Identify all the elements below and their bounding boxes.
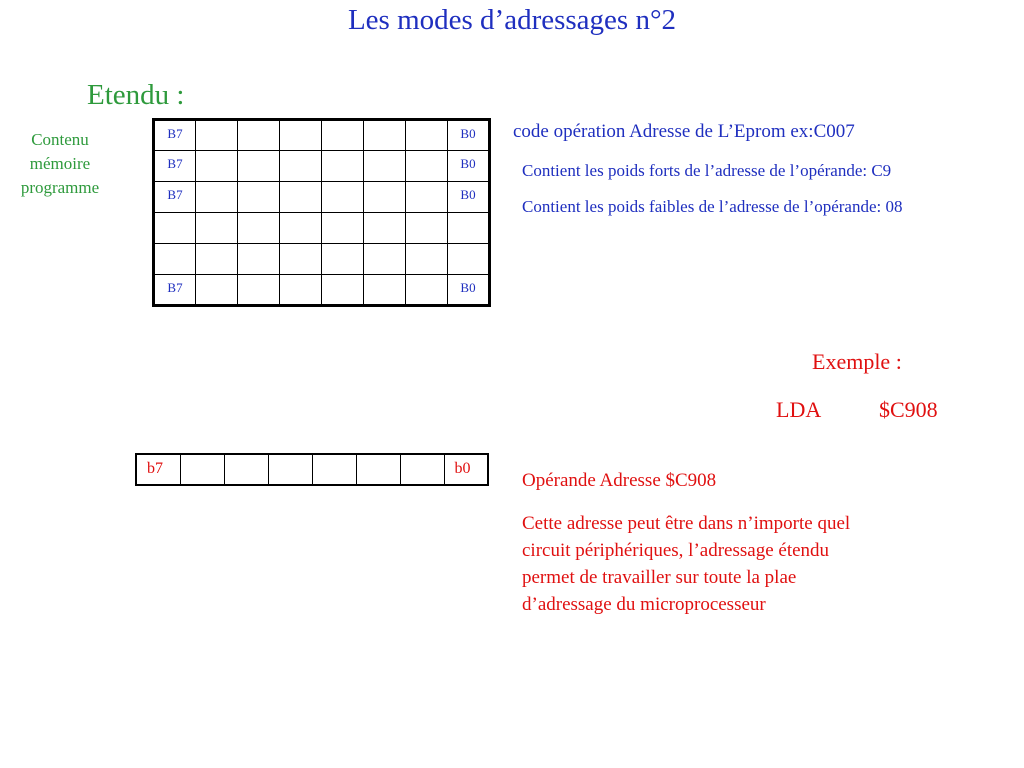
slide-title: Les modes d’adressages n°2	[347, 4, 677, 36]
memory-cell	[196, 120, 238, 151]
memory-cell	[364, 244, 406, 275]
operand-cell	[180, 454, 224, 485]
memory-side-label	[8, 128, 112, 200]
operand-cell	[312, 454, 356, 485]
memory-cell	[406, 151, 448, 182]
memory-cell: B7	[154, 120, 196, 151]
memory-cell	[154, 213, 196, 244]
memory-cell	[238, 213, 280, 244]
memory-cell	[322, 213, 364, 244]
memory-cell	[238, 120, 280, 151]
operand-cell: b7	[136, 454, 180, 485]
example-operand: $C908	[879, 397, 938, 422]
memory-row	[154, 120, 490, 151]
memory-cell	[322, 244, 364, 275]
section-heading: Etendu :	[87, 79, 185, 111]
memory-cell	[238, 275, 280, 306]
operand-cell	[224, 454, 268, 485]
memory-cell	[280, 213, 322, 244]
memory-cell: B0	[448, 120, 490, 151]
memory-cell	[280, 244, 322, 275]
operand-cell	[268, 454, 312, 485]
memory-row	[154, 151, 490, 182]
memory-table	[152, 118, 491, 307]
memory-cell	[196, 213, 238, 244]
memory-cell	[322, 151, 364, 182]
description-line: Cette adresse peut être dans n’importe quel	[522, 513, 851, 534]
memory-cell	[364, 120, 406, 151]
memory-cell	[238, 244, 280, 275]
description-line: d’adressage du microprocesseur	[522, 594, 766, 615]
example-instruction: LDA	[776, 397, 822, 422]
memory-cell	[406, 275, 448, 306]
memory-row	[154, 244, 490, 275]
memory-row	[154, 275, 490, 306]
memory-cell	[196, 151, 238, 182]
operand-row	[136, 454, 488, 485]
memory-cell	[448, 213, 490, 244]
memory-cell	[196, 275, 238, 306]
low-bytes-note: Contient les poids faibles de l’adresse de l’opérande: 08	[522, 197, 903, 216]
memory-cell	[406, 244, 448, 275]
memory-row	[154, 182, 490, 213]
memory-cell	[280, 182, 322, 213]
description-line: permet de travailler sur toute la plae	[522, 567, 797, 588]
memory-cell: B7	[154, 275, 196, 306]
memory-row	[154, 213, 490, 244]
memory-cell	[322, 120, 364, 151]
example-title: Exemple :	[812, 349, 902, 374]
operand-description	[522, 510, 942, 618]
memory-cell	[406, 182, 448, 213]
operand-title: Opérande Adresse $C908	[522, 470, 717, 491]
memory-cell	[406, 120, 448, 151]
memory-cell	[322, 182, 364, 213]
memory-cell: B0	[448, 151, 490, 182]
side-label-line: Contenu	[31, 130, 89, 149]
memory-cell	[196, 244, 238, 275]
memory-cell	[280, 120, 322, 151]
memory-cell	[448, 244, 490, 275]
operand-table	[135, 453, 489, 486]
operand-cell	[356, 454, 400, 485]
memory-cell	[280, 151, 322, 182]
operand-cell: b0	[444, 454, 488, 485]
memory-cell: B7	[154, 182, 196, 213]
code-operation-note: code opération Adresse de L’Eprom ex:C007	[513, 121, 855, 142]
memory-cell	[196, 182, 238, 213]
memory-cell	[364, 151, 406, 182]
memory-cell: B0	[448, 182, 490, 213]
memory-cell	[322, 275, 364, 306]
memory-cell	[364, 275, 406, 306]
memory-cell	[280, 275, 322, 306]
memory-cell	[238, 151, 280, 182]
high-bytes-note: Contient les poids forts de l’adresse de l’opérande: C9	[522, 161, 892, 180]
memory-cell	[406, 213, 448, 244]
side-label-line: programme	[20, 178, 100, 197]
description-line: circuit périphériques, l’adressage étendu	[522, 540, 830, 561]
side-label-line: mémoire	[29, 154, 91, 173]
memory-cell: B0	[448, 275, 490, 306]
memory-cell	[238, 182, 280, 213]
memory-cell	[364, 182, 406, 213]
memory-cell: B7	[154, 151, 196, 182]
memory-cell	[364, 213, 406, 244]
operand-cell	[400, 454, 444, 485]
memory-cell	[154, 244, 196, 275]
